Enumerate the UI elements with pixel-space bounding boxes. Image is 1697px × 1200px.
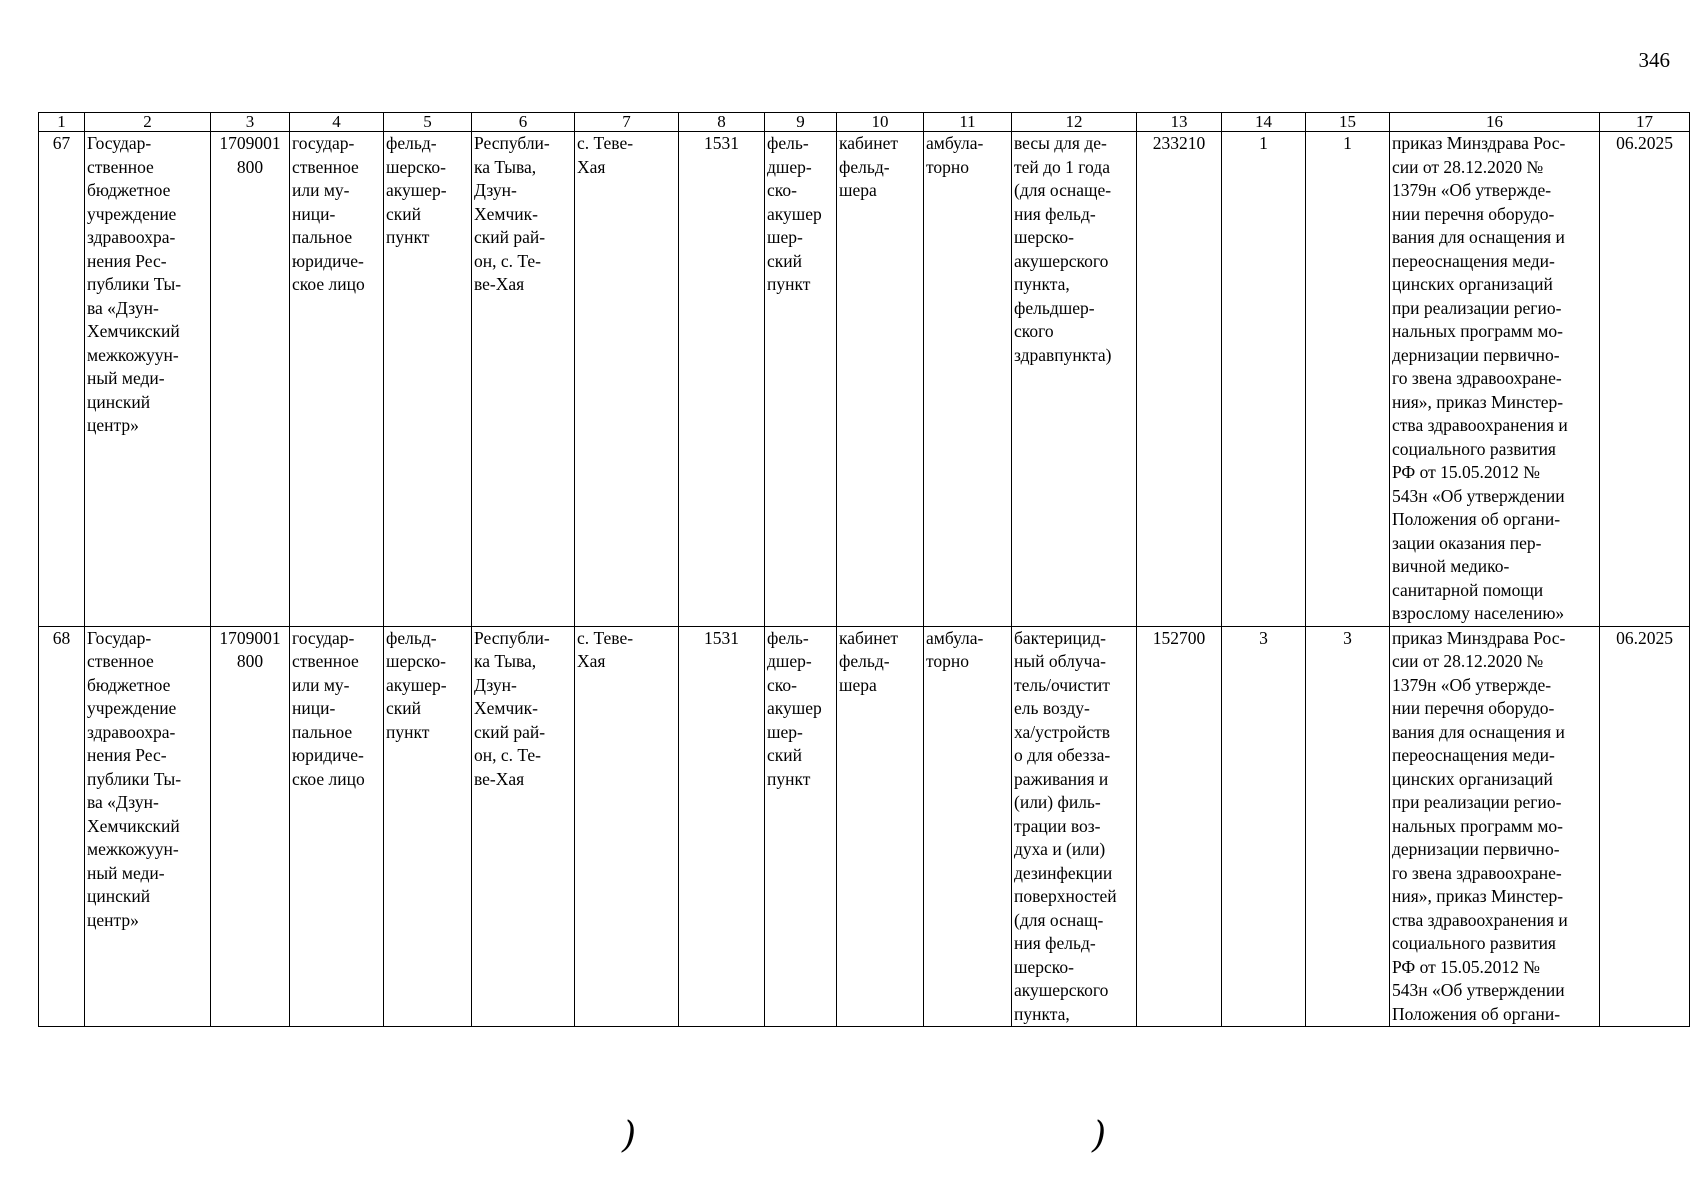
column-number: 14 xyxy=(1222,113,1306,132)
organization-name: Государ- ственное бюджетное учреждение здравоохра- нения Рес- публики Ты- ва «Дзун- Хемчикский межкожуун- ный меди- цинский центр» xyxy=(85,132,211,627)
column-number: 11 xyxy=(924,113,1012,132)
column-number: 8 xyxy=(679,113,765,132)
legal-basis: приказ Минздрава Рос- сии от 28.12.2020 № 1379н «Об утвержде- нии перечня оборудо- вания для оснащения и переоснащения меди- цинских организаций при реализации регио- нальных программ мо- дернизации первично- го звена здравоохране- ния», приказ Минстер- ства здравоохранения и социального развития РФ от 15.05.2012 № 543н «Об утверждении Положения об органи- зации оказания пер- вичной медико- санитарной помощи взрослому населению» xyxy=(1390,132,1600,627)
column-number: 2 xyxy=(85,113,211,132)
column-number: 1 xyxy=(39,113,85,132)
column-number: 13 xyxy=(1137,113,1222,132)
owner-type: государ- ственное или му- ници- пальное юридиче- ское лицо xyxy=(290,132,384,627)
structural-unit: фель- дшер- ско- акушер шер- ский пункт xyxy=(765,132,837,627)
quantity-required: 3 xyxy=(1222,626,1306,1027)
column-number: 4 xyxy=(290,113,384,132)
column-number: 10 xyxy=(837,113,924,132)
organization-code: 1709001 800 xyxy=(211,132,290,627)
room: кабинет фельд- шера xyxy=(837,132,924,627)
locality: с. Теве- Хая xyxy=(575,132,679,627)
table-row xyxy=(39,132,1690,627)
facility-type: фельд- шерско- акушер- ский пункт xyxy=(384,626,472,1027)
row-number: 68 xyxy=(39,626,85,1027)
column-number-row xyxy=(39,113,1690,132)
care-form: амбула- торно xyxy=(924,626,1012,1027)
column-number: 17 xyxy=(1600,113,1690,132)
table-row xyxy=(39,626,1690,1027)
address: Республи- ка Тыва, Дзун- Хемчик- ский рай- он, с. Те- ве-Хая xyxy=(472,626,575,1027)
owner-type: государ- ственное или му- ници- пальное юридиче- ское лицо xyxy=(290,626,384,1027)
equipment-name: бактерицид- ный облуча- тель/очистит ель возду- ха/устройств о для обезза- раживания и (или) филь- трации воз- духа и (или) дезинфекции поверхностей (для оснащ- ния фельд- шерско- акушерского пункта, xyxy=(1012,626,1137,1027)
column-number: 6 xyxy=(472,113,575,132)
locality: с. Теве- Хая xyxy=(575,626,679,1027)
room: кабинет фельд- шера xyxy=(837,626,924,1027)
address: Республи- ка Тыва, Дзун- Хемчик- ский рай- он, с. Те- ве-Хая xyxy=(472,132,575,627)
equipment-code: 233210 xyxy=(1137,132,1222,627)
population: 1531 xyxy=(679,132,765,627)
due-date: 06.2025 xyxy=(1600,132,1690,627)
due-date: 06.2025 xyxy=(1600,626,1690,1027)
care-form: амбула- торно xyxy=(924,132,1012,627)
column-number: 9 xyxy=(765,113,837,132)
column-number: 7 xyxy=(575,113,679,132)
page-number: 346 xyxy=(1638,48,1670,72)
quantity-planned: 1 xyxy=(1306,132,1390,627)
column-number: 5 xyxy=(384,113,472,132)
margin-mark: ) xyxy=(622,1115,637,1156)
legal-basis: приказ Минздрава Рос- сии от 28.12.2020 № 1379н «Об утвержде- нии перечня оборудо- вания для оснащения и переоснащения меди- цинских организаций при реализации регио- нальных программ мо- дернизации первично- го звена здравоохране- ния», приказ Минстер- ства здравоохранения и социального развития РФ от 15.05.2012 № 543н «Об утверждении Положения об органи- xyxy=(1390,626,1600,1027)
quantity-planned: 3 xyxy=(1306,626,1390,1027)
equipment-name: весы для де- тей до 1 года (для оснаще- ния фельд- шерско- акушерского пункта, фельдшер- ского здравпункта) xyxy=(1012,132,1137,627)
organization-code: 1709001 800 xyxy=(211,626,290,1027)
column-number: 15 xyxy=(1306,113,1390,132)
structural-unit: фель- дшер- ско- акушер шер- ский пункт xyxy=(765,626,837,1027)
row-number: 67 xyxy=(39,132,85,627)
column-number: 16 xyxy=(1390,113,1600,132)
quantity-required: 1 xyxy=(1222,132,1306,627)
margin-mark: ) xyxy=(1092,1115,1107,1156)
population: 1531 xyxy=(679,626,765,1027)
facility-type: фельд- шерско- акушер- ский пункт xyxy=(384,132,472,627)
column-number: 3 xyxy=(211,113,290,132)
equipment-code: 152700 xyxy=(1137,626,1222,1027)
column-number: 12 xyxy=(1012,113,1137,132)
organization-name: Государ- ственное бюджетное учреждение здравоохра- нения Рес- публики Ты- ва «Дзун- Хемчикский межкожуун- ный меди- цинский центр» xyxy=(85,626,211,1027)
equipment-table xyxy=(38,112,1690,1027)
